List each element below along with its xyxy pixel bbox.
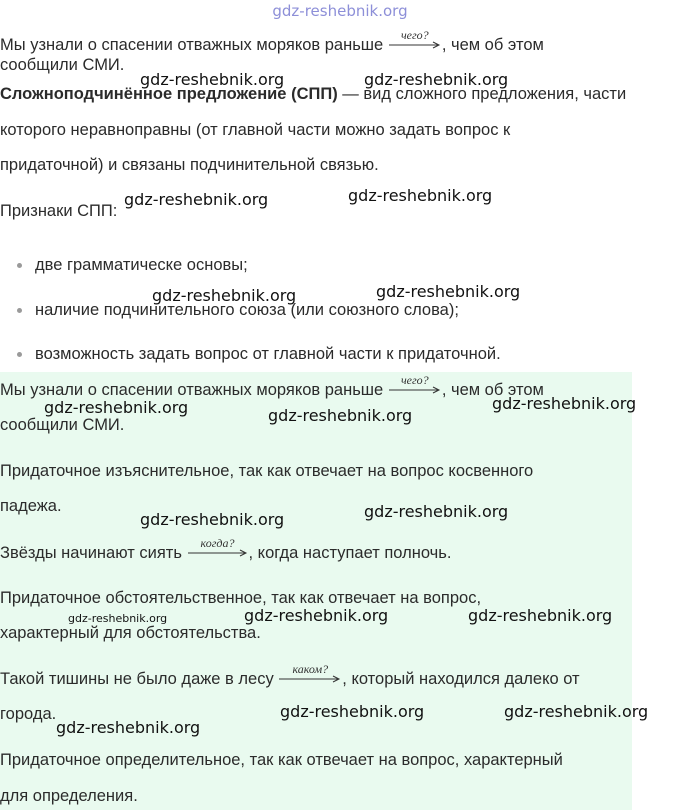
bullet-icon [17, 352, 22, 357]
arrow-icon [389, 41, 441, 49]
arrow-icon [389, 386, 441, 394]
watermark: gdz-reshebnik.org [504, 702, 649, 721]
intro-sentence [0, 28, 544, 55]
watermark: gdz-reshebnik.org [364, 70, 509, 89]
example-3-line-1: Такой тишины не было даже в лесу каком? , который находился далеко от [0, 668, 580, 689]
question-label: каком? [292, 662, 329, 676]
arrow-icon [279, 675, 341, 683]
watermark: gdz-reshebnik.org [268, 406, 413, 425]
example-2-line-1: Звёзды начинают сиять когда? , когда наступает полночь. [0, 542, 451, 563]
cut-off-line: сообщили СМИ. [0, 56, 125, 74]
intro-after: , чем об этом [441, 36, 544, 54]
example-1-explanation-2: падежа. [0, 497, 62, 515]
watermark: gdz-reshebnik.org [376, 282, 521, 301]
watermark: gdz-reshebnik.org [124, 190, 269, 209]
definition-line-2: которого неравноправны (от главной части можно задать вопрос к [0, 121, 511, 139]
watermark: gdz-reshebnik.org [140, 510, 285, 529]
question-arrow [188, 536, 248, 558]
watermark: gdz-reshebnik.org [68, 612, 168, 625]
example-2-explanation-2: характерный для обстоятельства. [0, 624, 261, 642]
question-arrow [389, 28, 441, 50]
question-label: чего? [400, 373, 429, 387]
definition-line-3: придаточной) и связаны подчинительной связью. [0, 156, 379, 174]
example-1-line-1: Мы узнали о спасении отважных моряков раньше чего? , чем об этом [0, 379, 544, 400]
example-3-line-2: города. [0, 705, 57, 723]
watermark: gdz-reshebnik.org [364, 502, 509, 521]
question-label: когда? [200, 536, 235, 550]
features-label: Признаки СПП: [0, 202, 118, 220]
watermark: gdz-reshebnik.org [152, 286, 297, 305]
watermark: gdz-reshebnik.org [44, 398, 189, 417]
question-arrow [389, 373, 441, 395]
watermark: gdz-reshebnik.org [244, 606, 389, 625]
definition-line-1 [0, 84, 626, 104]
site-watermark-header[interactable]: gdz-reshebnik.org [272, 2, 408, 20]
watermark: gdz-reshebnik.org [492, 394, 637, 413]
watermark: gdz-reshebnik.org [280, 702, 425, 721]
question-arrow [279, 662, 341, 684]
bullet-icon [17, 308, 22, 313]
example-2-explanation-1: Придаточное обстоятельственное, так как отвечает на вопрос, [0, 589, 482, 607]
definition-term: Сложноподчинённое предложение (СПП) [0, 85, 338, 103]
example-1-line-2: сообщили СМИ. [0, 416, 125, 434]
example-3-explanation-2: для определения. [0, 787, 138, 805]
feature-item: возможность задать вопрос от главной части к придаточной. [35, 345, 501, 363]
definition-rest: — вид сложного предложения, части [337, 85, 627, 103]
example-1-explanation-1: Придаточное изъяснительное, так как отвечает на вопрос косвенного [0, 462, 534, 480]
feature-item: две грамматическе основы; [35, 256, 248, 274]
bullet-icon [17, 263, 22, 268]
watermark: gdz-reshebnik.org [140, 70, 285, 89]
intro-before: Мы узнали о спасении отважных моряков раньше [0, 36, 388, 54]
watermark: gdz-reshebnik.org [348, 186, 493, 205]
arrow-icon [188, 549, 248, 557]
feature-item: наличие подчинительного союза (или союзного слова); [35, 301, 459, 319]
question-label: чего? [400, 28, 429, 42]
watermark: gdz-reshebnik.org [468, 606, 613, 625]
example-3-explanation-1: Придаточное определительное, так как отвечает на вопрос, характерный [0, 751, 563, 769]
watermark: gdz-reshebnik.org [56, 718, 201, 737]
